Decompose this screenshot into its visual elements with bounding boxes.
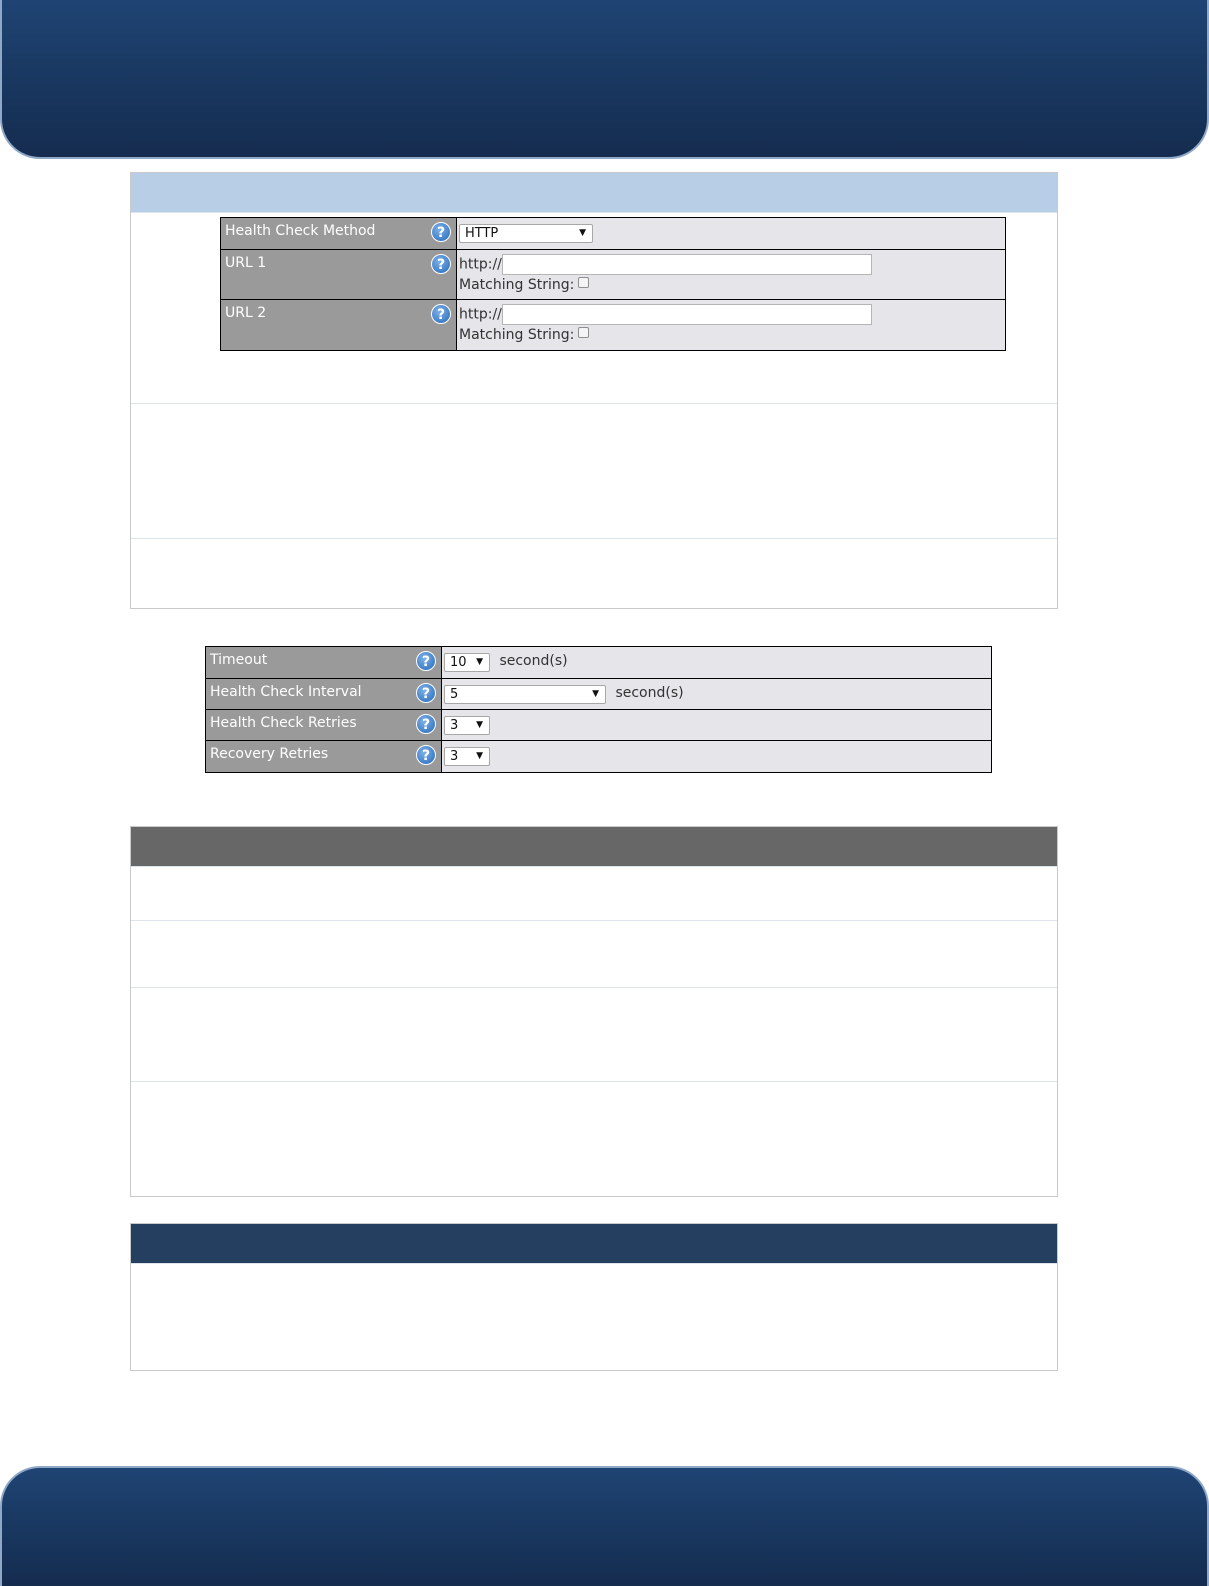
- url1-value-cell: [457, 250, 1006, 300]
- recovery-select[interactable]: [444, 747, 490, 766]
- recovery-value-cell: [442, 741, 992, 773]
- gray-panel-header: [131, 827, 1057, 866]
- retries-label-cell: [206, 710, 442, 741]
- url2-input[interactable]: [502, 304, 872, 325]
- url2-matching-label: Matching String:: [459, 327, 575, 343]
- timeout-value-cell: [442, 647, 992, 679]
- url1-matching-checkbox[interactable]: [578, 277, 589, 288]
- retries-select[interactable]: [444, 716, 490, 735]
- timeout-select[interactable]: [444, 653, 490, 672]
- recovery-selected: 3: [450, 749, 459, 764]
- retries-label: Health Check Retries: [210, 715, 357, 731]
- health-check-method-label-cell: [221, 218, 457, 250]
- interval-row: [206, 679, 992, 710]
- panel-row: [131, 866, 1057, 920]
- help-icon[interactable]: ?: [431, 304, 451, 324]
- health-check-method-selected: HTTP: [465, 226, 499, 241]
- health-check-method-value-cell: [457, 218, 1006, 250]
- chevron-down-icon: ▼: [592, 689, 599, 699]
- interval-select[interactable]: [444, 685, 606, 704]
- url2-prefix: http://: [459, 306, 502, 323]
- navy-panel: [130, 1223, 1058, 1371]
- help-icon[interactable]: ?: [431, 222, 451, 242]
- url1-row: [221, 250, 1006, 300]
- url2-row: [221, 300, 1006, 351]
- url1-input[interactable]: [502, 254, 872, 275]
- health-check-panel-header: [131, 173, 1057, 212]
- help-icon[interactable]: ?: [416, 714, 436, 734]
- panel-row: [131, 1263, 1057, 1370]
- url2-matching-checkbox[interactable]: [578, 327, 589, 338]
- recovery-row: [206, 741, 992, 773]
- url2-label: URL 2: [225, 305, 267, 321]
- retries-selected: 3: [450, 718, 459, 733]
- chevron-down-icon: ▼: [476, 751, 483, 761]
- panel-row: [131, 920, 1057, 987]
- health-check-table: [220, 217, 1006, 351]
- interval-unit: second(s): [615, 685, 684, 701]
- health-check-method-row: [221, 218, 1006, 250]
- timing-table: [205, 646, 992, 773]
- chevron-down-icon: ▼: [476, 657, 483, 667]
- health-check-method-select[interactable]: [459, 224, 593, 243]
- panel-row: [131, 987, 1057, 1081]
- interval-value-cell: [442, 679, 992, 710]
- interval-label-cell: [206, 679, 442, 710]
- help-icon[interactable]: ?: [416, 651, 436, 671]
- retries-row: [206, 710, 992, 741]
- url1-label-cell: [221, 250, 457, 300]
- interval-selected: 5: [450, 687, 459, 702]
- recovery-label: Recovery Retries: [210, 746, 329, 762]
- panel-row: [131, 403, 1057, 538]
- help-icon[interactable]: ?: [416, 683, 436, 703]
- timeout-unit: second(s): [499, 653, 568, 669]
- panel-row: [131, 538, 1057, 608]
- help-icon[interactable]: ?: [431, 254, 451, 274]
- url2-value-cell: [457, 300, 1006, 351]
- bottom-banner: [0, 1466, 1209, 1586]
- chevron-down-icon: ▼: [579, 228, 586, 238]
- timeout-selected: 10: [450, 655, 467, 670]
- timeout-row: [206, 647, 992, 679]
- url1-prefix: http://: [459, 256, 502, 273]
- top-banner: [0, 0, 1209, 159]
- chevron-down-icon: ▼: [476, 720, 483, 730]
- recovery-label-cell: [206, 741, 442, 773]
- gray-panel: [130, 826, 1058, 1197]
- help-icon[interactable]: ?: [416, 745, 436, 765]
- url1-matching-label: Matching String:: [459, 277, 575, 293]
- interval-label: Health Check Interval: [210, 684, 362, 700]
- health-check-method-label: Health Check Method: [225, 223, 376, 239]
- timeout-label: Timeout: [210, 652, 268, 668]
- retries-value-cell: [442, 710, 992, 741]
- timeout-label-cell: [206, 647, 442, 679]
- panel-row: [131, 1081, 1057, 1196]
- url2-label-cell: [221, 300, 457, 351]
- url1-label: URL 1: [225, 255, 267, 271]
- navy-panel-header: [131, 1224, 1057, 1263]
